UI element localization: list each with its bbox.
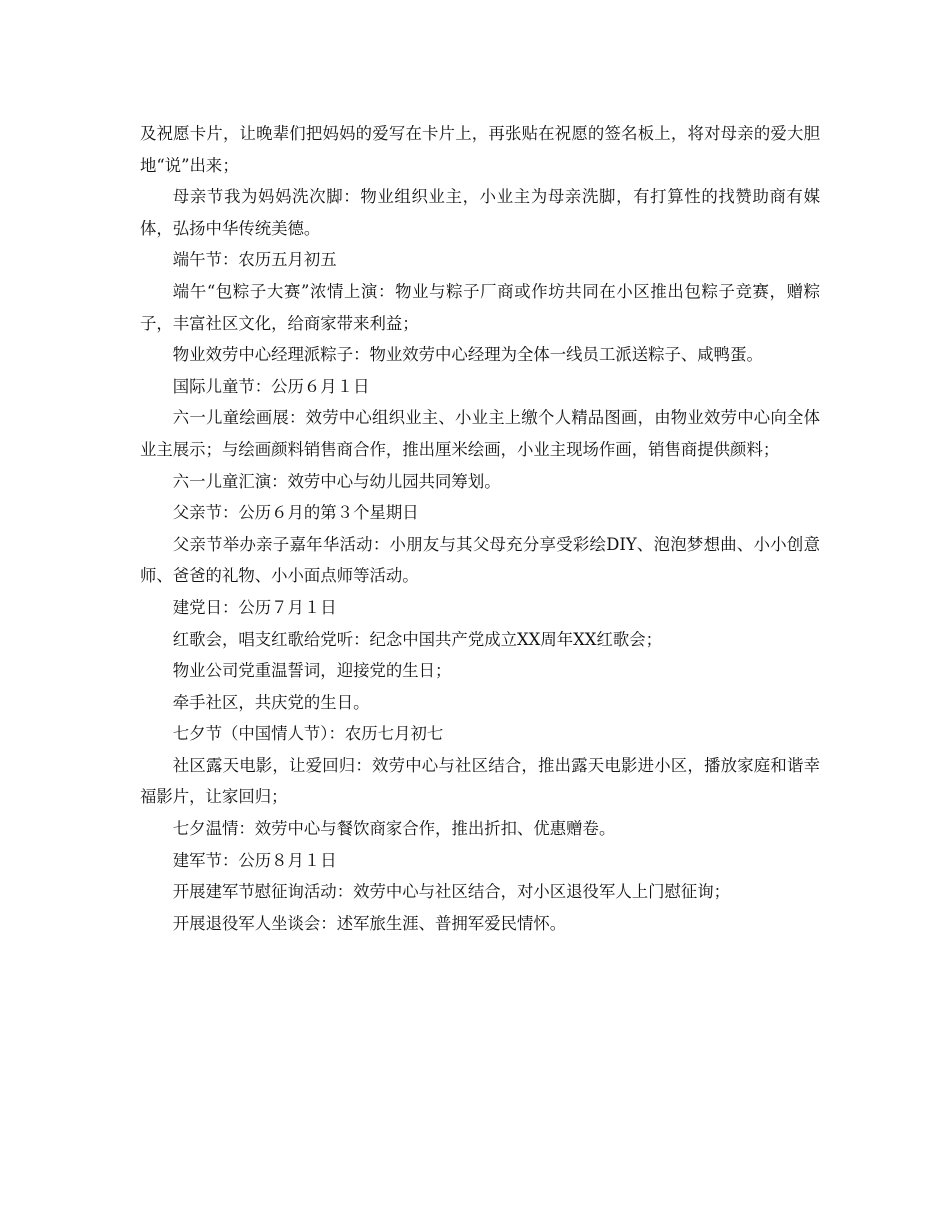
paragraph: 母亲节我为妈妈洗次脚：物业组织业主，小业主为母亲洗脚，有打算性的找赞助商有媒体，弘扬中华传统美德。 [140,187,820,238]
paragraph: 牵手社区，共庆党的生日。 [172,692,370,712]
paragraph: 建党日：公历７月１日 [172,597,337,617]
paragraph: 物业公司党重温誓词，迎接党的生日； [172,661,452,681]
document-body [140,118,820,939]
paragraph: 及祝愿卡片，让晚辈们把妈妈的爱写在卡片上，再张贴在祝愿的签名板上，将对母亲的爱大胆地“说”出来； [140,124,820,175]
paragraph: 社区露天电影，让爱回归：效劳中心与社区结合，推出露天电影进小区，播放家庭和谐幸福影片，让家回归； [140,755,820,807]
paragraph: 建军节：公历８月１日 [172,850,337,870]
paragraph: 六一儿童绘画展：效劳中心组织业主、小业主上缴个人精品图画，由物业效劳中心向全体业主展示；与绘画颜料销售商合作，推出厘米绘画，小业主现场作画，销售商提供颜料； [140,408,820,459]
paragraph: 开展建军节慰征询活动：效劳中心与社区结合，对小区退役军人上门慰征询； [172,882,731,902]
paragraph: 红歌会，唱支红歌给党听：纪念中国共产党成立XX周年XX红歌会； [172,629,663,649]
paragraph: 物业效劳中心经理派粽子：物业效劳中心经理为全体一线员工派送粽子、咸鸭蛋。 [172,345,763,365]
paragraph: 七夕温情：效劳中心与餐饮商家合作，推出折扣、优惠赠卷。 [172,819,616,839]
paragraph: 开展退役军人坐谈会：述军旅生涯、普拥军爱民情怀。 [172,913,567,933]
paragraph: 七夕节（中国情人节）：农历七月初七 [172,724,444,744]
paragraph: 端午“包粽子大赛”浓情上演：物业与粽子厂商或作坊共同在小区推出包粽子竞赛，赠粽子，丰富社区文化，给商家带来利益； [140,281,820,333]
paragraph: 国际儿童节：公历６月１日 [172,376,370,396]
paragraph: 父亲节：公历６月的第３个星期日 [172,503,419,523]
paragraph: 端午节：农历五月初五 [172,250,337,270]
paragraph: 六一儿童汇演：效劳中心与幼儿园共同筹划。 [172,471,501,491]
paragraph: 父亲节举办亲子嘉年华活动：小朋友与其父母充分享受彩绘DIY、泡泡梦想曲、小小创意师、爸爸的礼物、小小面点师等活动。 [140,534,820,586]
